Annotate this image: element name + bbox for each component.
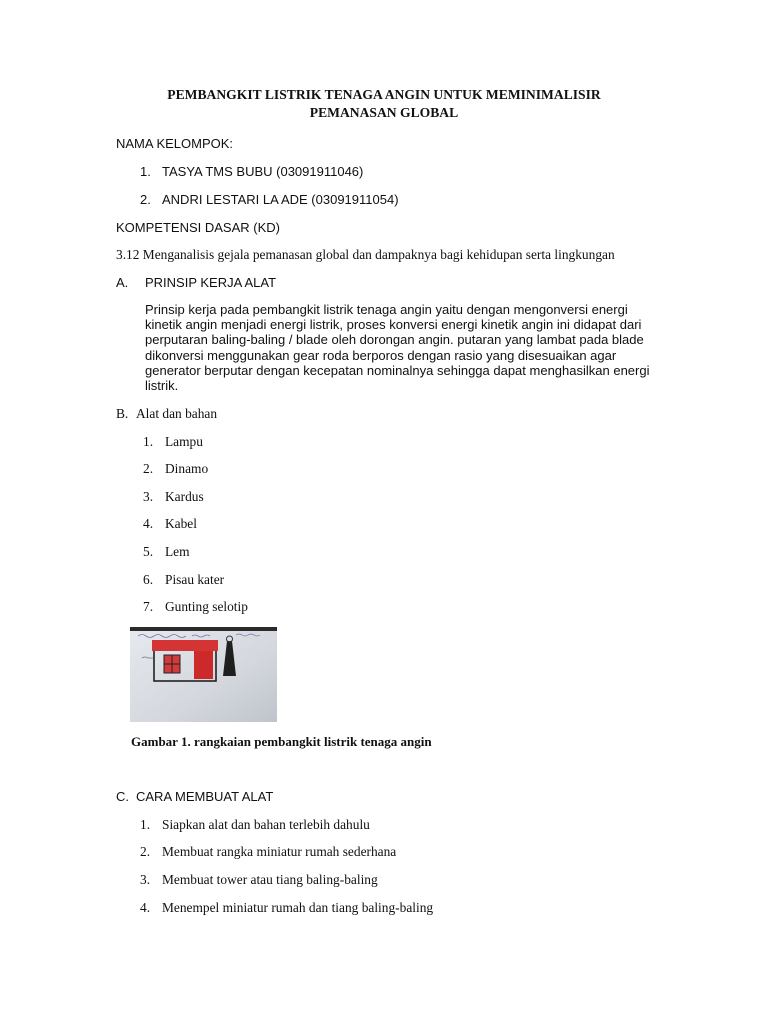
section-letter: A. (116, 275, 129, 290)
list-number: 2. (140, 192, 151, 207)
list-number: 2. (143, 461, 154, 476)
list-text: Pisau kater (165, 572, 225, 587)
list-number: 7. (143, 599, 154, 614)
list-text: Lem (165, 544, 190, 559)
list-text: Membuat tower atau tiang baling-baling (162, 872, 378, 887)
list-number: 1. (140, 164, 151, 179)
list-number: 4. (143, 516, 154, 531)
wind-power-model-illustration (130, 627, 277, 722)
group-member (140, 192, 399, 208)
list-text: Menempel miniatur rumah dan tiang baling-baling (162, 900, 434, 915)
figure-photo (130, 627, 277, 722)
list-text: Kabel (165, 516, 197, 531)
member-name: TASYA TMS BUBU (03091911046) (162, 164, 364, 179)
list-item (140, 844, 396, 860)
list-number: 6. (143, 572, 154, 587)
document-title-line-1: PEMBANGKIT LISTRIK TENAGA ANGIN UNTUK MEMINIMALISIR (167, 87, 601, 102)
list-item (143, 599, 248, 615)
group-member (140, 164, 363, 180)
list-number: 4. (140, 900, 151, 915)
list-item (143, 544, 190, 560)
section-title: PRINSIP KERJA ALAT (145, 275, 277, 290)
section-letter: B. (116, 406, 129, 421)
list-number: 3. (140, 872, 151, 887)
member-name: ANDRI LESTARI LA ADE (03091911054) (162, 192, 399, 207)
kd-label: KOMPETENSI DASAR (KD) (116, 220, 280, 235)
list-text: Membuat rangka miniatur rumah sederhana (162, 844, 397, 859)
list-text: Dinamo (165, 461, 209, 476)
list-item (140, 872, 378, 888)
list-text: Lampu (165, 434, 203, 449)
kd-text: 3.12 Menganalisis gejala pemanasan global dan dampaknya bagi kehidupan serta lingkungan (116, 247, 615, 262)
list-number: 1. (143, 434, 154, 449)
list-number: 1. (140, 817, 151, 832)
section-b-heading (116, 406, 217, 422)
section-c-heading (116, 789, 273, 805)
list-number: 3. (143, 489, 154, 504)
list-item (143, 489, 204, 505)
list-text: Kardus (165, 489, 204, 504)
figure-caption: Gambar 1. rangkaian pembangkit listrik tenaga angin (131, 734, 432, 749)
list-number: 5. (143, 544, 154, 559)
group-label: NAMA KELOMPOK: (116, 136, 234, 151)
section-letter: C. (116, 789, 129, 804)
list-item (140, 900, 433, 916)
list-text: Gunting selotip (165, 599, 248, 614)
list-item (143, 516, 197, 532)
section-title: CARA MEMBUAT ALAT (136, 789, 274, 804)
list-text: Siapkan alat dan bahan terlebih dahulu (162, 817, 370, 832)
list-number: 2. (140, 844, 151, 859)
document-title-line-2: PEMANASAN GLOBAL (309, 105, 459, 120)
section-a-paragraph: Prinsip kerja pada pembangkit listrik tenaga angin yaitu dengan mengonversi energi kinetik angin menjadi energi listrik, proses konversi energi kinetik angin ini didapat dari perputaran baling-baling / blade oleh dorongan angin. putaran yang lambat pada blade dikonversi menggunakan gear roda berporos dengan rasio yang disesuaikan agar generator berputar dengan kecepatan nominalnya sehingga dapat menghasilkan energi listrik. (145, 302, 650, 394)
list-item (143, 461, 208, 477)
list-item (143, 434, 203, 450)
list-item (140, 817, 370, 833)
list-item (143, 572, 224, 588)
section-a-heading (116, 275, 276, 291)
section-title: Alat dan bahan (136, 406, 218, 421)
